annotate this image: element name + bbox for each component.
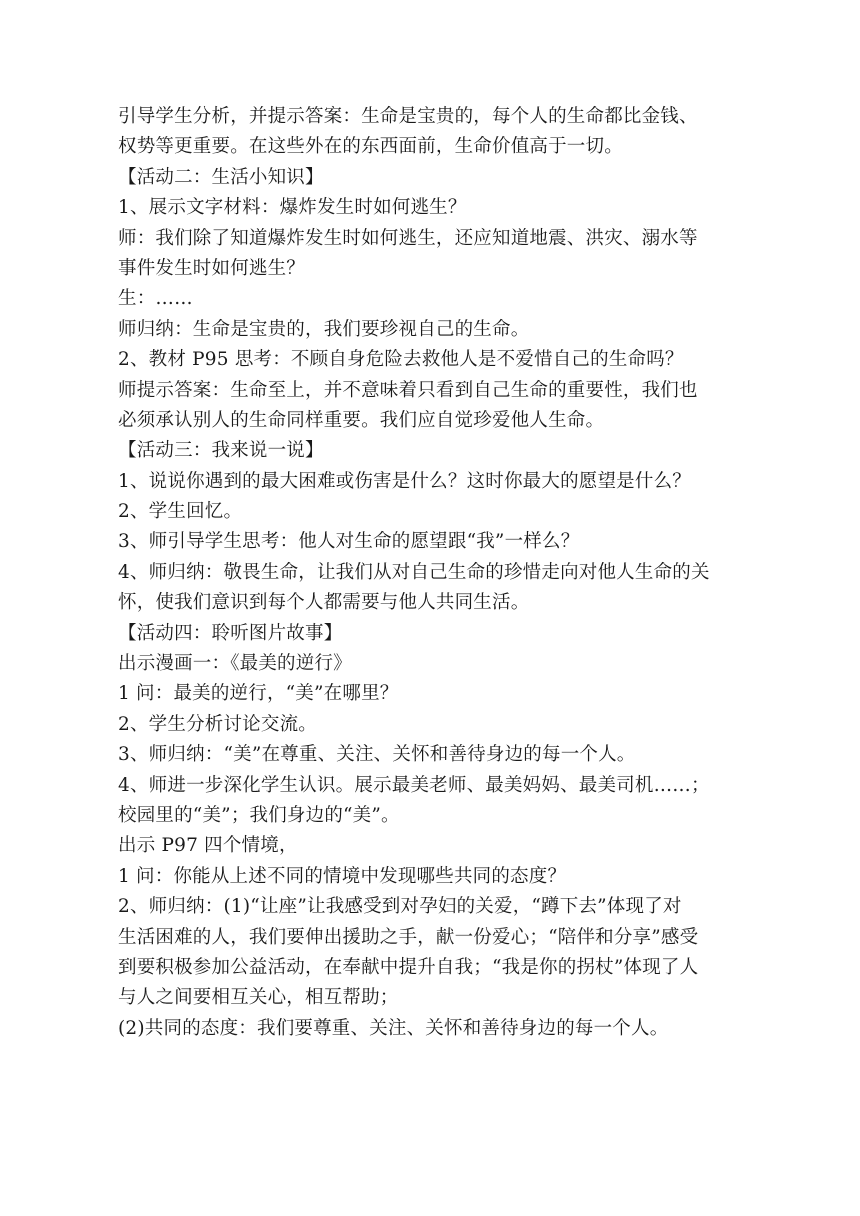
text-line: 生活困难的人，我们要伸出援助之手，献一份爱心；“陪伴和分享”感受 <box>118 926 699 948</box>
text-line: 1 问：最美的逆行，“美”在哪里？ <box>118 683 399 705</box>
text-line: 2、师归纳：(1)“让座”让我感受到对孕妇的关爱，“蹲下去”体现了对 <box>118 896 682 918</box>
text-line: 师提示答案：生命至上，并不意味着只看到自己生命的重要性，我们也 <box>118 379 698 401</box>
text-line: 权势等更重要。在这些外在的东西面前，生命价值高于一切。 <box>118 136 623 158</box>
text-line: 出示 P97 四个情境， <box>118 835 298 857</box>
section-heading: 【活动三：我来说一说】 <box>118 440 324 462</box>
text-line: 引导学生分析，并提示答案：生命是宝贵的，每个人的生命都比金钱、 <box>118 106 698 127</box>
text-line: 生：…… <box>118 288 193 310</box>
text-line: 1 问：你能从上述不同的情境中发现哪些共同的态度？ <box>118 865 567 887</box>
text-line: (2)共同的态度：我们要尊重、关注、关怀和善待身边的每一个人。 <box>118 1017 669 1039</box>
text-line: 4、师归纳：敬畏生命，让我们从对自己生命的珍惜走向对他人生命的关 <box>118 561 710 583</box>
text-line: 出示漫画一：《最美的逆行》 <box>118 653 352 675</box>
section-heading: 【活动二：生活小知识】 <box>118 166 324 188</box>
text-line: 4、师进一步深化学生认识。展示最美老师、最美妈妈、最美司机……； <box>118 774 710 796</box>
text-line: 2、学生回忆。 <box>118 501 243 523</box>
text-line: 怀，使我们意识到每个人都需要与他人共同生活。 <box>118 592 530 614</box>
text-line: 师归纳：生命是宝贵的，我们要珍视自己的生命。 <box>118 318 530 340</box>
text-line: 2、教材 P95 思考：不顾自身危险去救他人是不爱惜自己的生命吗？ <box>118 349 684 371</box>
text-line: 必须承认别人的生命同样重要。我们应自觉珍爱他人生命。 <box>118 409 605 431</box>
text-line: 校园里的“美”；我们身边的“美”。 <box>118 804 400 826</box>
text-line: 1、说说你遇到的最大困难或伤害是什么？这时你最大的愿望是什么？ <box>118 470 691 492</box>
text-line: 师：我们除了知道爆炸发生时如何逃生，还应知道地震、洪灾、溺水等 <box>118 227 698 249</box>
text-line: 到要积极参加公益活动，在奉献中提升自我；“我是你的拐杖”体现了人 <box>118 956 699 978</box>
text-line: 2、学生分析讨论交流。 <box>118 713 317 735</box>
text-line: 与人之间要相互关心，相互帮助； <box>118 987 399 1009</box>
text-line: 3、师引导学生思考：他人对生命的愿望跟“我”一样么？ <box>118 531 580 553</box>
text-line: 1、展示文字材料：爆炸发生时如何逃生？ <box>118 197 467 219</box>
section-heading: 【活动四：聆听图片故事】 <box>118 622 343 644</box>
document-body <box>118 102 764 1044</box>
text-line: 事件发生时如何逃生？ <box>118 257 306 279</box>
text-line: 3、师归纳：“美”在尊重、关注、关怀和善待身边的每一个人。 <box>118 744 636 766</box>
